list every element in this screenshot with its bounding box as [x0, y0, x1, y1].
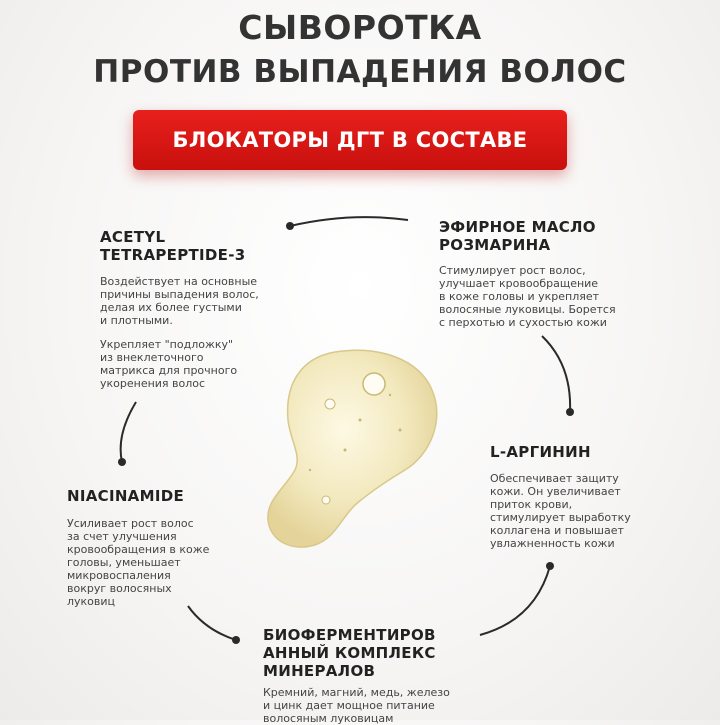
ingredient-niacinamide-name: NIACINAMIDE — [67, 487, 185, 505]
arc-dot-left — [118, 458, 126, 466]
ingredient-acetyl-name: ACETYL TETRAPEPTIDE-3 — [100, 228, 246, 264]
page-title-line-1: СЫВОРОТКА — [238, 8, 482, 47]
arc-left-upper — [121, 402, 136, 462]
serum-droplet-image — [268, 350, 437, 547]
arc-right-upper — [542, 336, 570, 412]
ingredient-arginine-name: L-АРГИНИН — [490, 443, 591, 461]
arc-top — [290, 217, 408, 226]
arc-left-lower — [188, 606, 236, 640]
ingredient-minerals-text: Кремний, магний, медь, железо и цинк дает мощное питание волосяным луковицам — [263, 686, 450, 725]
arc-dot-right-lower — [546, 562, 554, 570]
ingredient-acetyl-text-2: Укрепляет "подложку" из внеклеточного матрикса для прочного укоренения волос — [100, 338, 238, 390]
page-title-line-2: ПРОТИВ ВЫПАДЕНИЯ ВОЛОС — [93, 54, 627, 90]
arc-dot-bottom — [232, 636, 240, 644]
ingredient-niacinamide-text: Усиливает рост волос за счет улучшения кровообращения в коже головы, уменьшает микровоспаления вокруг волосяных луковиц — [67, 517, 210, 608]
ingredient-minerals-name: БИОФЕРМЕНТИРОВ АННЫЙ КОМПЛЕКС МИНЕРАЛОВ — [263, 626, 436, 680]
ingredient-rosemary-name: ЭФИРНОЕ МАСЛО РОЗМАРИНА — [439, 218, 596, 254]
ingredient-rosemary-text: Стимулирует рост волос, улучшает кровообращение в коже головы и укрепляет волосяные луковицы. Борется с перхотью и сухостью кожи — [439, 264, 616, 329]
arc-dot-right — [566, 408, 574, 416]
arc-dot-top — [286, 222, 294, 230]
ingredient-arginine-text: Обеспечивает защиту кожи. Он увеличивает приток крови, стимулирует выработку коллагена и повышает увлажненность кожи — [490, 472, 631, 550]
badge-label: БЛОКАТОРЫ ДГТ В СОСТАВЕ — [172, 128, 528, 152]
arc-right-lower — [480, 566, 550, 635]
ingredient-acetyl-text-1: Воздействует на основные причины выпадения волос, делая их более густыми и плотными. — [100, 275, 259, 327]
